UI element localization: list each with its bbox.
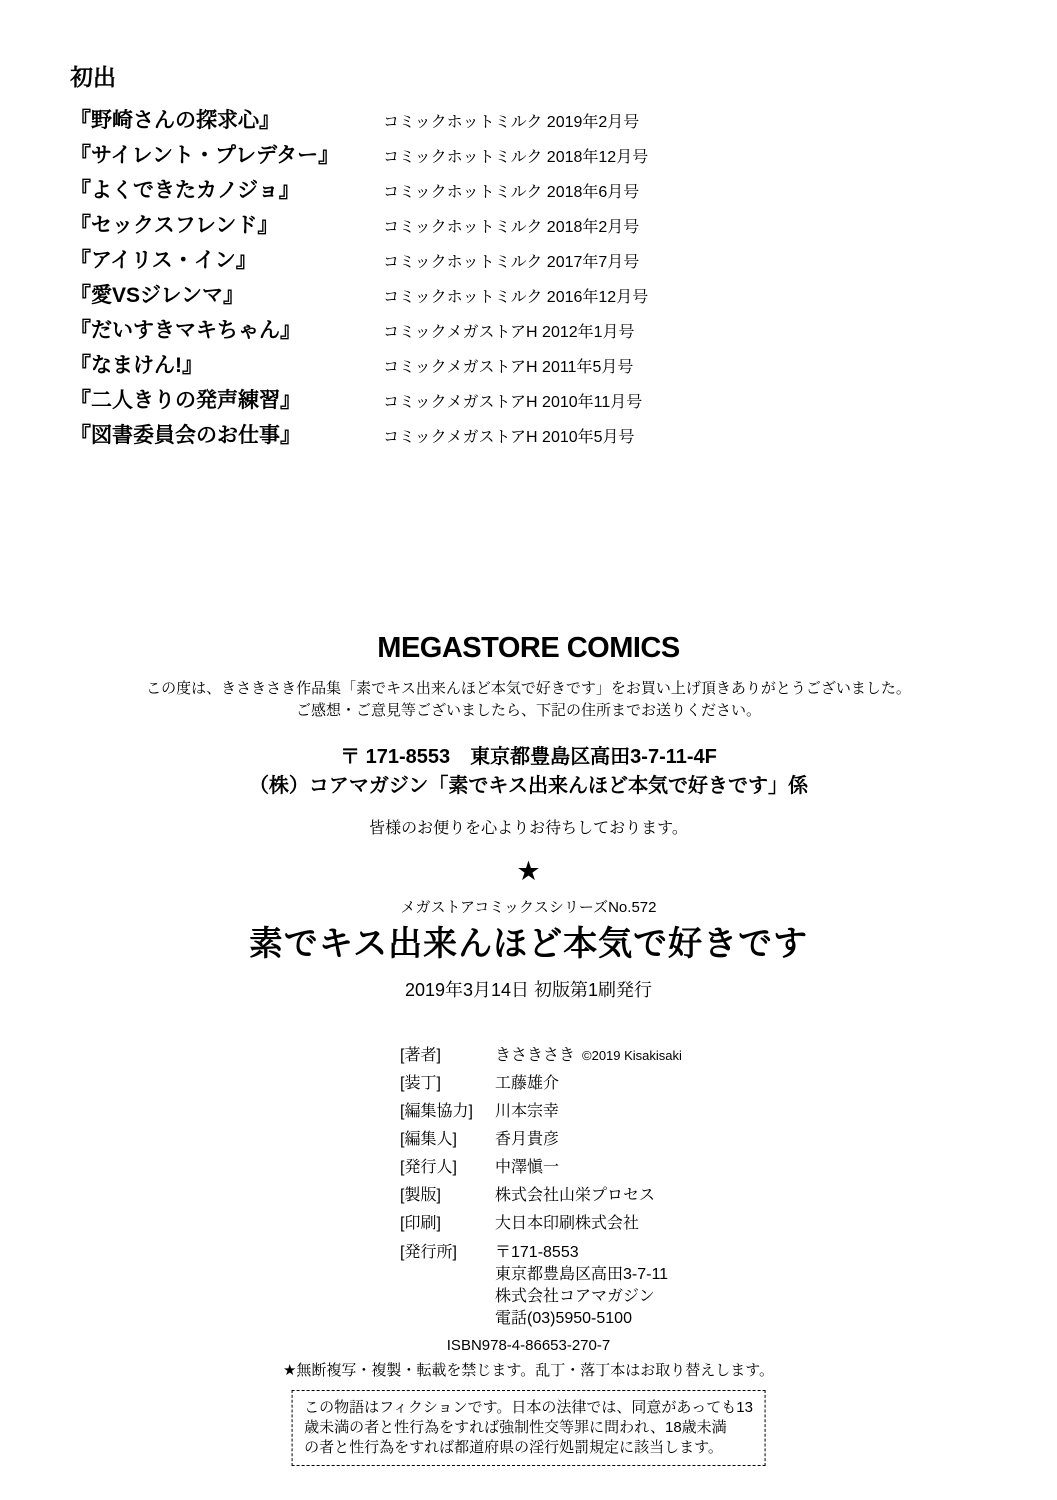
magazine-issue: コミックホットミルク 2019年2月号: [383, 114, 640, 131]
publisher-block: [0, 630, 1057, 1002]
work-title: 『野崎さんの探求心』: [70, 109, 280, 132]
credit-row-publishing-office: [400, 1242, 682, 1330]
series-number: メガストアコミックスシリーズNo.572: [400, 899, 657, 916]
credit-label: [印刷]: [400, 1215, 441, 1232]
first-publication-row: [70, 349, 648, 384]
address-line: 〒171-8553: [495, 1244, 579, 1261]
isbn: ISBN978-4-86653-270-7: [446, 1337, 611, 1354]
credit-value: 工藤雄介: [495, 1075, 560, 1092]
credit-row-author: [400, 1046, 682, 1065]
thanks-line-2: ご感想・ご意見等ございましたら、下記の住所までお送りください。: [295, 702, 761, 719]
first-publication-section: [70, 62, 648, 454]
magazine-issue: コミックホットミルク 2018年12月号: [383, 149, 649, 166]
publisher-care-of-line: （株）コアマガジン「素でキス出来んほど本気で好きです」係: [248, 775, 809, 797]
credit-value: 香月貴彦: [495, 1131, 560, 1148]
credit-row-publisher-person: [400, 1158, 682, 1177]
work-title: 『サイレント・プレデター』: [70, 144, 340, 167]
address-line: 電話(03)5950-5100: [495, 1310, 632, 1327]
work-title: 『愛VSジレンマ』: [70, 284, 244, 307]
credit-label: [著者]: [400, 1047, 441, 1064]
magazine-issue: コミックメガストアH 2010年11月号: [383, 394, 643, 411]
magazine-issue: コミックホットミルク 2017年7月号: [383, 254, 640, 271]
first-publication-heading: 初出: [70, 64, 116, 90]
print-date: 2019年3月14日 初版第1刷発行: [404, 980, 653, 1000]
work-title: 『二人きりの発声練習』: [70, 389, 301, 412]
first-publication-row: [70, 139, 648, 174]
publishing-office-address: [495, 1242, 668, 1330]
first-publication-row: [70, 419, 648, 454]
mail-note: 皆様のお便りを心よりお待ちしております。: [369, 820, 688, 837]
address-line: 株式会社コアマガジン: [495, 1288, 655, 1305]
first-publication-row: [70, 174, 648, 209]
first-publication-row: [70, 209, 648, 244]
first-publication-row: [70, 384, 648, 419]
credit-value: 大日本印刷株式会社: [495, 1215, 640, 1232]
credit-label: [編集人]: [400, 1131, 457, 1148]
credit-label: [発行人]: [400, 1159, 457, 1176]
work-title: 『図書委員会のお仕事』: [70, 424, 301, 447]
credit-label: [編集協力]: [400, 1103, 473, 1120]
magazine-issue: コミックメガストアH 2011年5月号: [383, 359, 634, 376]
magazine-issue: コミックホットミルク 2018年2月号: [383, 219, 640, 236]
credit-label: [装丁]: [400, 1075, 441, 1092]
magazine-issue: コミックメガストアH 2010年5月号: [383, 429, 635, 446]
author-copyright: ©2019 Kisakisaki: [582, 1048, 682, 1063]
book-title: 素でキス出来んほど本気で好きです: [248, 925, 809, 963]
credit-value: 川本宗幸: [495, 1103, 560, 1120]
magazine-issue: コミックメガストアH 2012年1月号: [383, 324, 635, 341]
first-publication-row: [70, 314, 648, 349]
work-title: 『だいすきマキちゃん』: [70, 319, 301, 342]
credit-row-printing: [400, 1214, 682, 1233]
credit-row-design: [400, 1074, 682, 1093]
publisher-brand: MEGASTORE COMICS: [377, 632, 680, 664]
credit-value: きさきさき: [495, 1047, 576, 1064]
thanks-line-1: この度は、きさきさき作品集「素でキス出来んほど本気で好きです」をお買い上げ頂きありがとうございました。: [146, 680, 911, 697]
disclaimer-line: この物語はフィクションです。日本の法律では、同意があっても13: [304, 1399, 753, 1416]
work-title: 『アイリス・イン』: [70, 249, 257, 272]
credit-label: [製版]: [400, 1187, 441, 1204]
first-publication-row: [70, 279, 648, 314]
publisher-postal-address: 〒 171-8553 東京都豊島区高田3-7-11-4F: [340, 746, 717, 768]
first-publication-row: [70, 244, 648, 279]
magazine-issue: コミックホットミルク 2018年6月号: [383, 184, 640, 201]
credit-value: 株式会社山栄プロセス: [495, 1187, 656, 1204]
disclaimer-box: [291, 1390, 766, 1466]
magazine-issue: コミックホットミルク 2016年12月号: [383, 289, 649, 306]
credit-row-editor: [400, 1130, 682, 1149]
work-title: 『セックスフレンド』: [70, 214, 279, 237]
credit-value: 中澤愼一: [495, 1159, 560, 1176]
star-icon: ★: [516, 856, 541, 886]
disclaimer-line: の者と性行為をすれば都道府県の淫行処罰規定に該当します。: [304, 1439, 723, 1456]
first-publication-row: [70, 104, 648, 139]
address-line: 東京都豊島区高田3-7-11: [495, 1266, 669, 1283]
credit-row-editorial-cooperation: [400, 1102, 682, 1121]
credits-list: [400, 1046, 682, 1339]
work-title: 『なまけん!』: [70, 354, 203, 377]
credit-row-plate-making: [400, 1186, 682, 1205]
copyright-warning: ★無断複写・複製・転載を禁じます。乱丁・落丁本はお取り替えします。: [282, 1362, 775, 1379]
disclaimer-line: 歳未満の者と性行為をすれば強制性交等罪に問われ、18歳未満: [304, 1419, 727, 1436]
credit-label: [発行所]: [400, 1244, 457, 1261]
work-title: 『よくできたカノジョ』: [70, 179, 300, 202]
